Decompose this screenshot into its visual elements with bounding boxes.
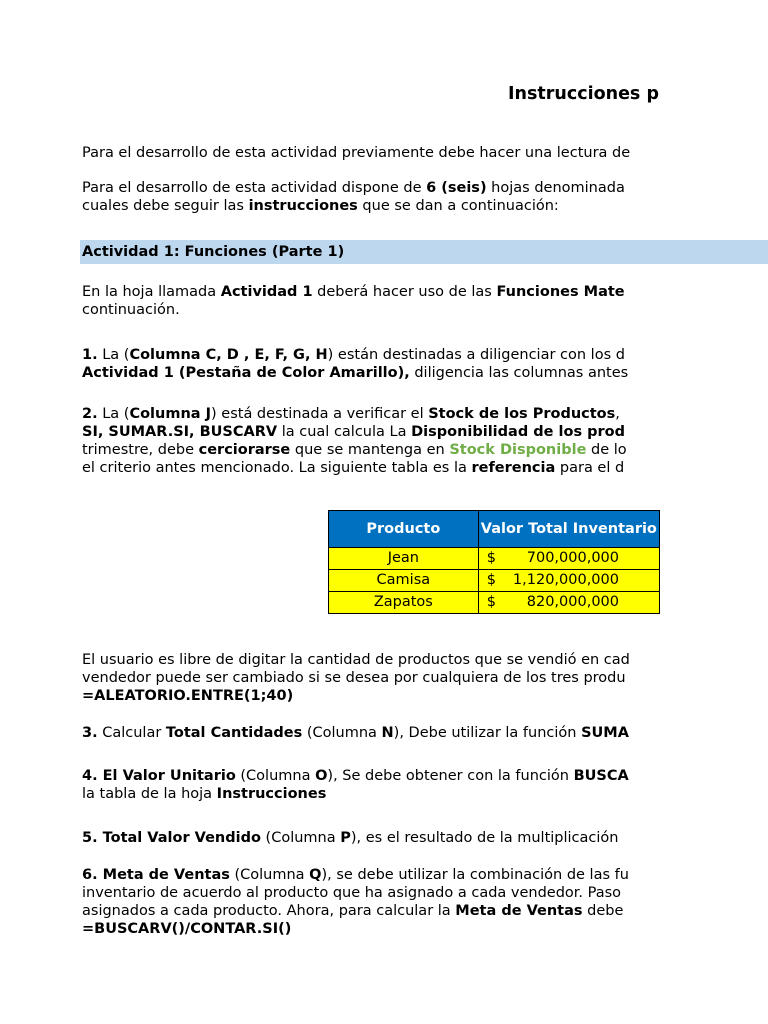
paragraph-usuario-line-2: vendedor puede ser cambiado si se desea por cualquiera de los tres produ (82, 670, 626, 686)
table-header-row (329, 511, 660, 548)
product-cell: Jean (329, 548, 479, 570)
section-title-actividad-1: Actividad 1: Funciones (Parte 1) (82, 244, 345, 260)
table-row (329, 570, 660, 592)
currency-symbol: $ (486, 594, 496, 610)
value-amount: 700,000,000 (526, 550, 619, 566)
currency-symbol: $ (486, 572, 496, 588)
product-cell: Camisa (329, 570, 479, 592)
step-2: 2. La (Columna J) está destinada a verificar el Stock de los Productos, (82, 406, 620, 422)
step-1: 1. La (Columna C, D , E, F, G, H) están destinadas a diligenciar con los d (82, 347, 625, 363)
value-amount: 1,120,000,000 (512, 572, 619, 588)
paragraph-usuario: El usuario es libre de digitar la cantidad de productos que se vendió en cad (82, 652, 630, 668)
intro-paragraph-1: Para el desarrollo de esta actividad previamente debe hacer una lectura de (82, 145, 631, 161)
value-amount: 820,000,000 (526, 594, 619, 610)
intro-paragraph-2-line-2: cuales debe seguir las instrucciones que se dan a continuación: (82, 198, 559, 214)
intro-paragraph-2: Para el desarrollo de esta actividad dispone de 6 (seis) hojas denominada (82, 180, 625, 196)
value-cell (478, 548, 659, 570)
table-row (329, 548, 660, 570)
step-1-line-2: Actividad 1 (Pestaña de Color Amarillo), diligencia las columnas antes (82, 365, 629, 381)
step-6: 6. Meta de Ventas (Columna Q), se debe utilizar la combinación de las fu (82, 867, 629, 883)
formula-aleatorio: =ALEATORIO.ENTRE(1;40) (82, 688, 294, 704)
product-cell: Zapatos (329, 592, 479, 614)
step-2-line-2: SI, SUMAR.SI, BUSCARV la cual calcula La Disponibilidad de los prod (82, 424, 625, 440)
step-6-line-2: inventario de acuerdo al producto que ha asignado a cada vendedor. Paso (82, 885, 622, 901)
step-3: 3. Calcular Total Cantidades (Columna N), Debe utilizar la función SUMA (82, 725, 629, 741)
paragraph-hoja-line-2: continuación. (82, 302, 180, 318)
column-header-valor-total: Valor Total Inventario (478, 511, 659, 548)
value-cell (478, 592, 659, 614)
currency-symbol: $ (486, 550, 496, 566)
step-2-line-4: el criterio antes mencionado. La siguiente tabla es la referencia para el d (82, 460, 625, 476)
step-4-line-2: la tabla de la hoja Instrucciones (82, 786, 327, 802)
step-2-line-3: trimestre, debe cerciorarse que se mantenga en Stock Disponible de lo (82, 442, 627, 458)
step-4: 4. El Valor Unitario (Columna O), Se debe obtener con la función BUSCA (82, 768, 629, 784)
value-cell (478, 570, 659, 592)
step-5: 5. Total Valor Vendido (Columna P), es el resultado de la multiplicación (82, 830, 619, 846)
table-row (329, 592, 660, 614)
column-header-producto: Producto (329, 511, 479, 548)
paragraph-hoja: En la hoja llamada Actividad 1 deberá hacer uso de las Funciones Mate (82, 284, 625, 300)
formula-buscarv: =BUSCARV()/CONTAR.SI() (82, 921, 292, 937)
page-title: Instrucciones p (508, 84, 659, 104)
reference-table (328, 510, 660, 614)
step-6-line-3: asignados a cada producto. Ahora, para calcular la Meta de Ventas debe (82, 903, 624, 919)
